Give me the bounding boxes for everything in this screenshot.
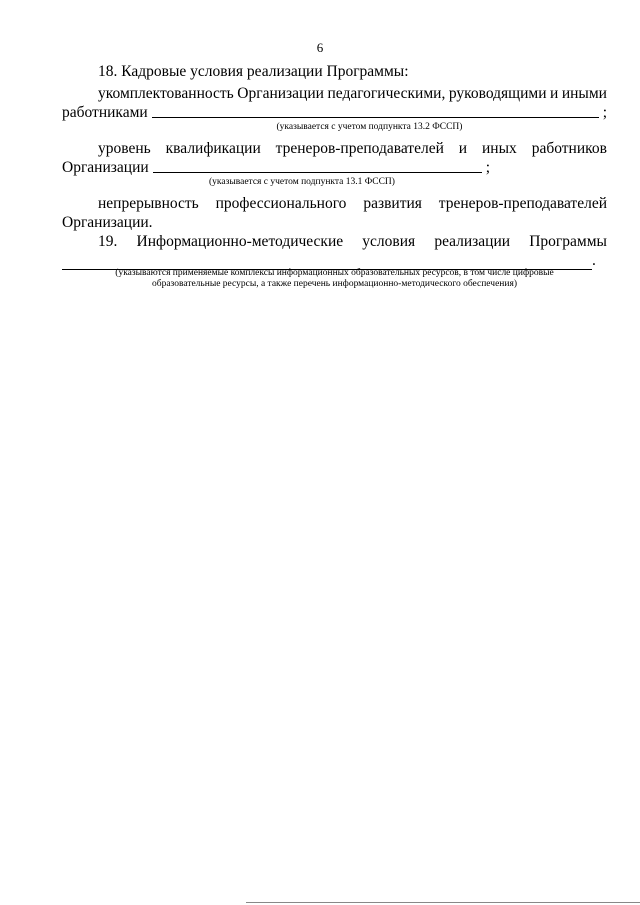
development-word: развития [363, 195, 422, 212]
document-body [62, 62, 607, 290]
development-word: тренеров-преподавателей [438, 195, 607, 212]
section-19-fill-line [62, 251, 607, 267]
qualification-fill-line [62, 158, 490, 177]
qualification-label: Организации [62, 159, 149, 176]
section-19-number: 19. [98, 233, 118, 250]
staffing-word: иными [561, 85, 607, 102]
staffing-note: (указывается с учетом подпункта 13.2 ФССП) [276, 122, 463, 132]
section-19-word: условия [362, 233, 416, 250]
section-19-note-1: (указываются применяемые комплексы информационных образовательных ресурсов, в том числе цифровые [115, 268, 554, 278]
qualification-line [62, 139, 607, 158]
development-line [62, 194, 607, 213]
staffing-blank [152, 116, 599, 118]
development-word: непрерывность [98, 195, 199, 212]
qualification-blank [153, 171, 482, 173]
section-19-end: . [592, 252, 596, 269]
development-word: профессионального [215, 195, 347, 212]
section-18-number: 18. [98, 63, 118, 80]
qualification-word: иных [482, 140, 517, 157]
section-18-heading [62, 62, 607, 81]
footer-rule [246, 902, 640, 903]
staffing-line [62, 84, 607, 103]
staffing-word: Организации [237, 85, 324, 102]
qualification-word: работников [531, 140, 607, 157]
qualification-end: ; [485, 159, 490, 176]
page-number: 6 [316, 40, 324, 55]
staffing-word: укомплектованность [98, 85, 234, 102]
section-19-word: Информационно-методические [136, 233, 344, 250]
qualification-note: (указывается с учетом подпункта 13.1 ФССП) [209, 177, 395, 187]
staffing-word: и [550, 85, 559, 102]
staffing-end: ; [602, 104, 607, 121]
section-18-title: Кадровые условия реализации Программы: [121, 63, 409, 80]
staffing-word: педагогическими, [327, 85, 446, 102]
staffing-word: руководящими [448, 85, 547, 102]
section-19-word: реализации [434, 233, 511, 250]
qualification-word: уровень [98, 140, 151, 157]
development-continuation: Организации. [62, 214, 153, 231]
staffing-label: работниками [62, 104, 148, 121]
section-19-note-2: образовательные ресурсы, а также перечень информационно-методического обеспечения) [151, 279, 517, 289]
section-19-blank [62, 268, 592, 270]
section-19-word: Программы [529, 233, 607, 250]
qualification-word: квалификации [165, 140, 261, 157]
section-19-line [62, 232, 607, 251]
qualification-word: тренеров-преподавателей [275, 140, 444, 157]
staffing-fill-line [62, 103, 607, 122]
qualification-word: и [458, 140, 468, 157]
